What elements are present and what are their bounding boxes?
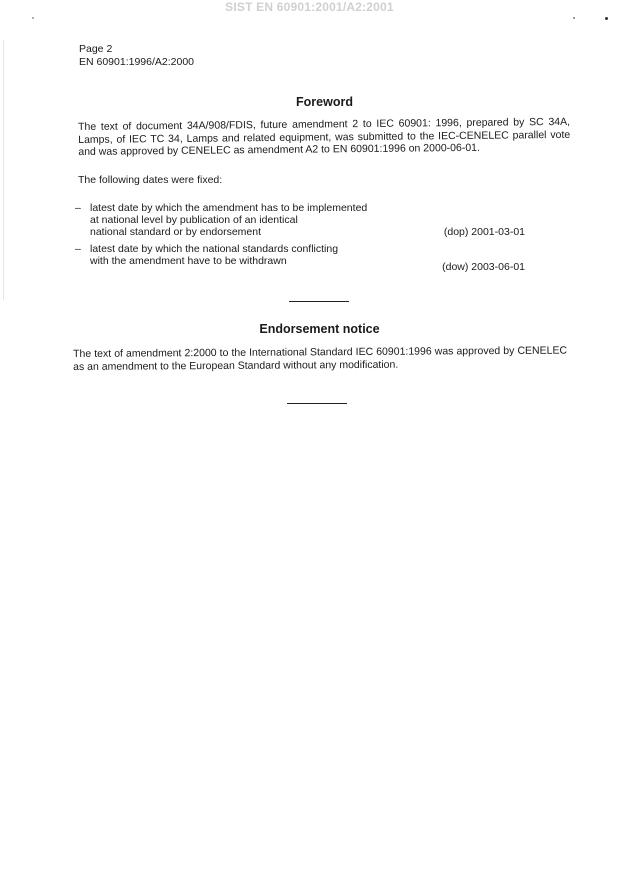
- date-item-line: national standard or by endorsement: [90, 226, 262, 238]
- date-item-line: latest date by which the amendment has to be implemented: [90, 202, 368, 214]
- endorsement-title: Endorsement notice: [259, 322, 380, 336]
- date-item-dow: [75, 243, 525, 273]
- dates-list: [75, 202, 525, 273]
- date-item-dop: [75, 202, 525, 238]
- section-divider: [289, 301, 349, 302]
- standard-reference: EN 60901:1996/A2:2000: [79, 56, 195, 68]
- date-value-dop: (dop) 2001-03-01: [443, 226, 525, 238]
- date-item-description: [90, 243, 390, 267]
- page-header: [79, 43, 194, 69]
- scan-edge-line: [3, 40, 4, 300]
- watermark: SIST EN 60901:2001/A2:2001: [225, 0, 394, 14]
- date-item-line: at national level by publication of an identical: [90, 214, 298, 226]
- foreword-title: Foreword: [296, 95, 353, 109]
- date-value-dow: (dow) 2003-06-01: [442, 261, 525, 273]
- date-item-line: with the amendment have to be withdrawn: [90, 255, 287, 267]
- list-dash: –: [75, 202, 81, 214]
- list-dash: –: [75, 243, 81, 255]
- scan-speck: [605, 17, 608, 20]
- date-item-line: latest date by which the national standards conflicting: [90, 243, 339, 255]
- date-item-description: [90, 202, 390, 238]
- endorsement-paragraph: The text of amendment 2:2000 to the International Standard IEC 60901:1996 was approved by CENELEC as an amendment to the European Standard without any modification.: [73, 344, 568, 373]
- scan-speck: [573, 17, 575, 19]
- page-number: Page 2: [79, 43, 113, 55]
- dates-intro: The following dates were fixed:: [78, 174, 223, 186]
- foreword-paragraph: The text of document 34A/908/FDIS, future amendment 2 to IEC 60901: 1996, prepared by SC 34A, Lamps, of IEC TC 34, Lamps and related equipment, was submitted to the IEC-CENELEC parallel vote and was approved by CENELEC as amendment A2 to EN 60901:1996 on 2000-06-01.: [78, 115, 571, 158]
- scan-speck: [32, 17, 34, 19]
- section-divider: [287, 403, 347, 404]
